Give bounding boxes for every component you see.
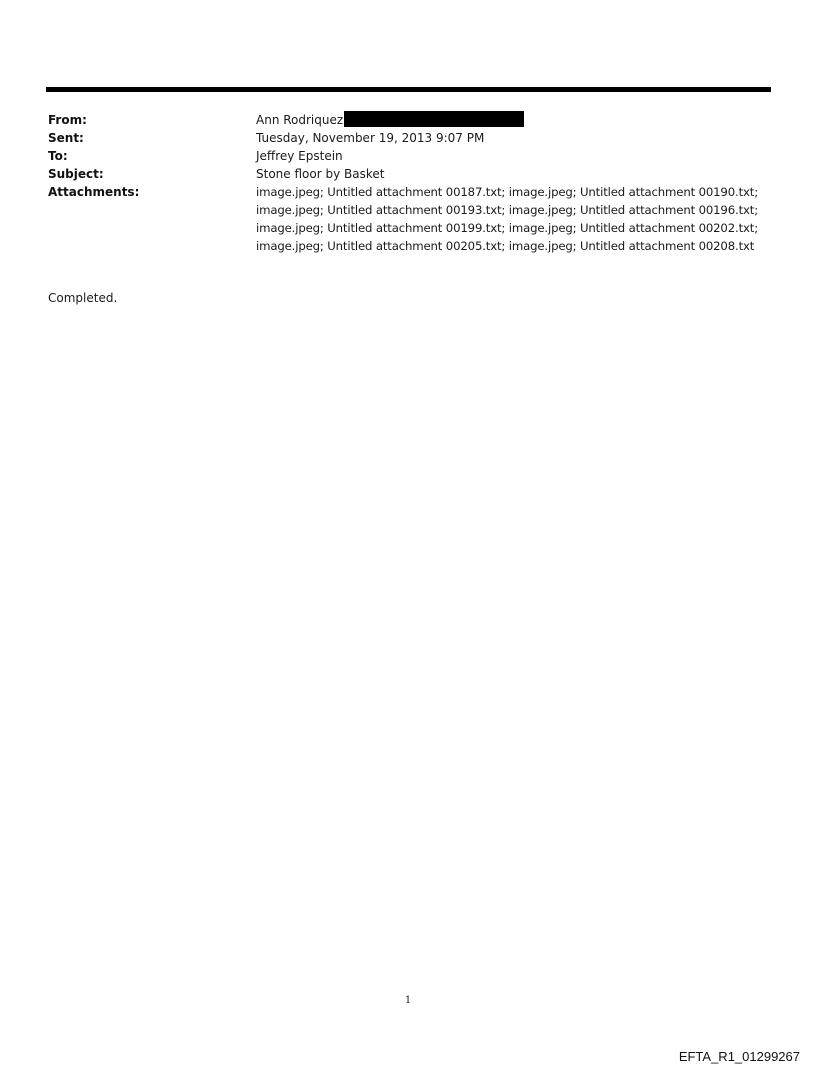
header-divider-rule — [46, 87, 771, 92]
to-row — [48, 147, 772, 165]
to-label: To: — [48, 149, 68, 163]
to-value: Jeffrey Epstein — [256, 149, 343, 163]
attachments-line: image.jpeg; Untitled attachment 00205.txt; image.jpeg; Untitled attachment 00208.txt — [256, 239, 755, 253]
sent-row — [48, 129, 772, 147]
attachments-line: image.jpeg; Untitled attachment 00199.txt; image.jpeg; Untitled attachment 00202.txt; — [256, 221, 758, 235]
attachments-row — [48, 183, 772, 255]
document-id: EFTA_R1_01299267 — [678, 1049, 800, 1064]
sender-name: Ann Rodriquez — [256, 113, 344, 127]
sent-label: Sent: — [48, 131, 84, 145]
attachments-label: Attachments: — [48, 185, 140, 199]
from-row — [48, 111, 772, 129]
email-header-block — [48, 111, 772, 255]
from-label: From: — [48, 113, 87, 127]
attachments-list — [256, 183, 772, 255]
sent-value: Tuesday, November 19, 2013 9:07 PM — [256, 131, 485, 145]
subject-row — [48, 165, 772, 183]
redaction-block — [344, 111, 524, 127]
subject-label: Subject: — [48, 167, 104, 181]
attachments-line: image.jpeg; Untitled attachment 00187.txt; image.jpeg; Untitled attachment 00190.txt; — [256, 185, 758, 199]
email-body-text: Completed. — [48, 291, 118, 305]
attachments-line: image.jpeg; Untitled attachment 00193.txt; image.jpeg; Untitled attachment 00196.txt; — [256, 203, 758, 217]
page-number: 1 — [404, 995, 412, 1006]
from-value — [256, 111, 772, 129]
subject-value: Stone floor by Basket — [256, 167, 385, 181]
